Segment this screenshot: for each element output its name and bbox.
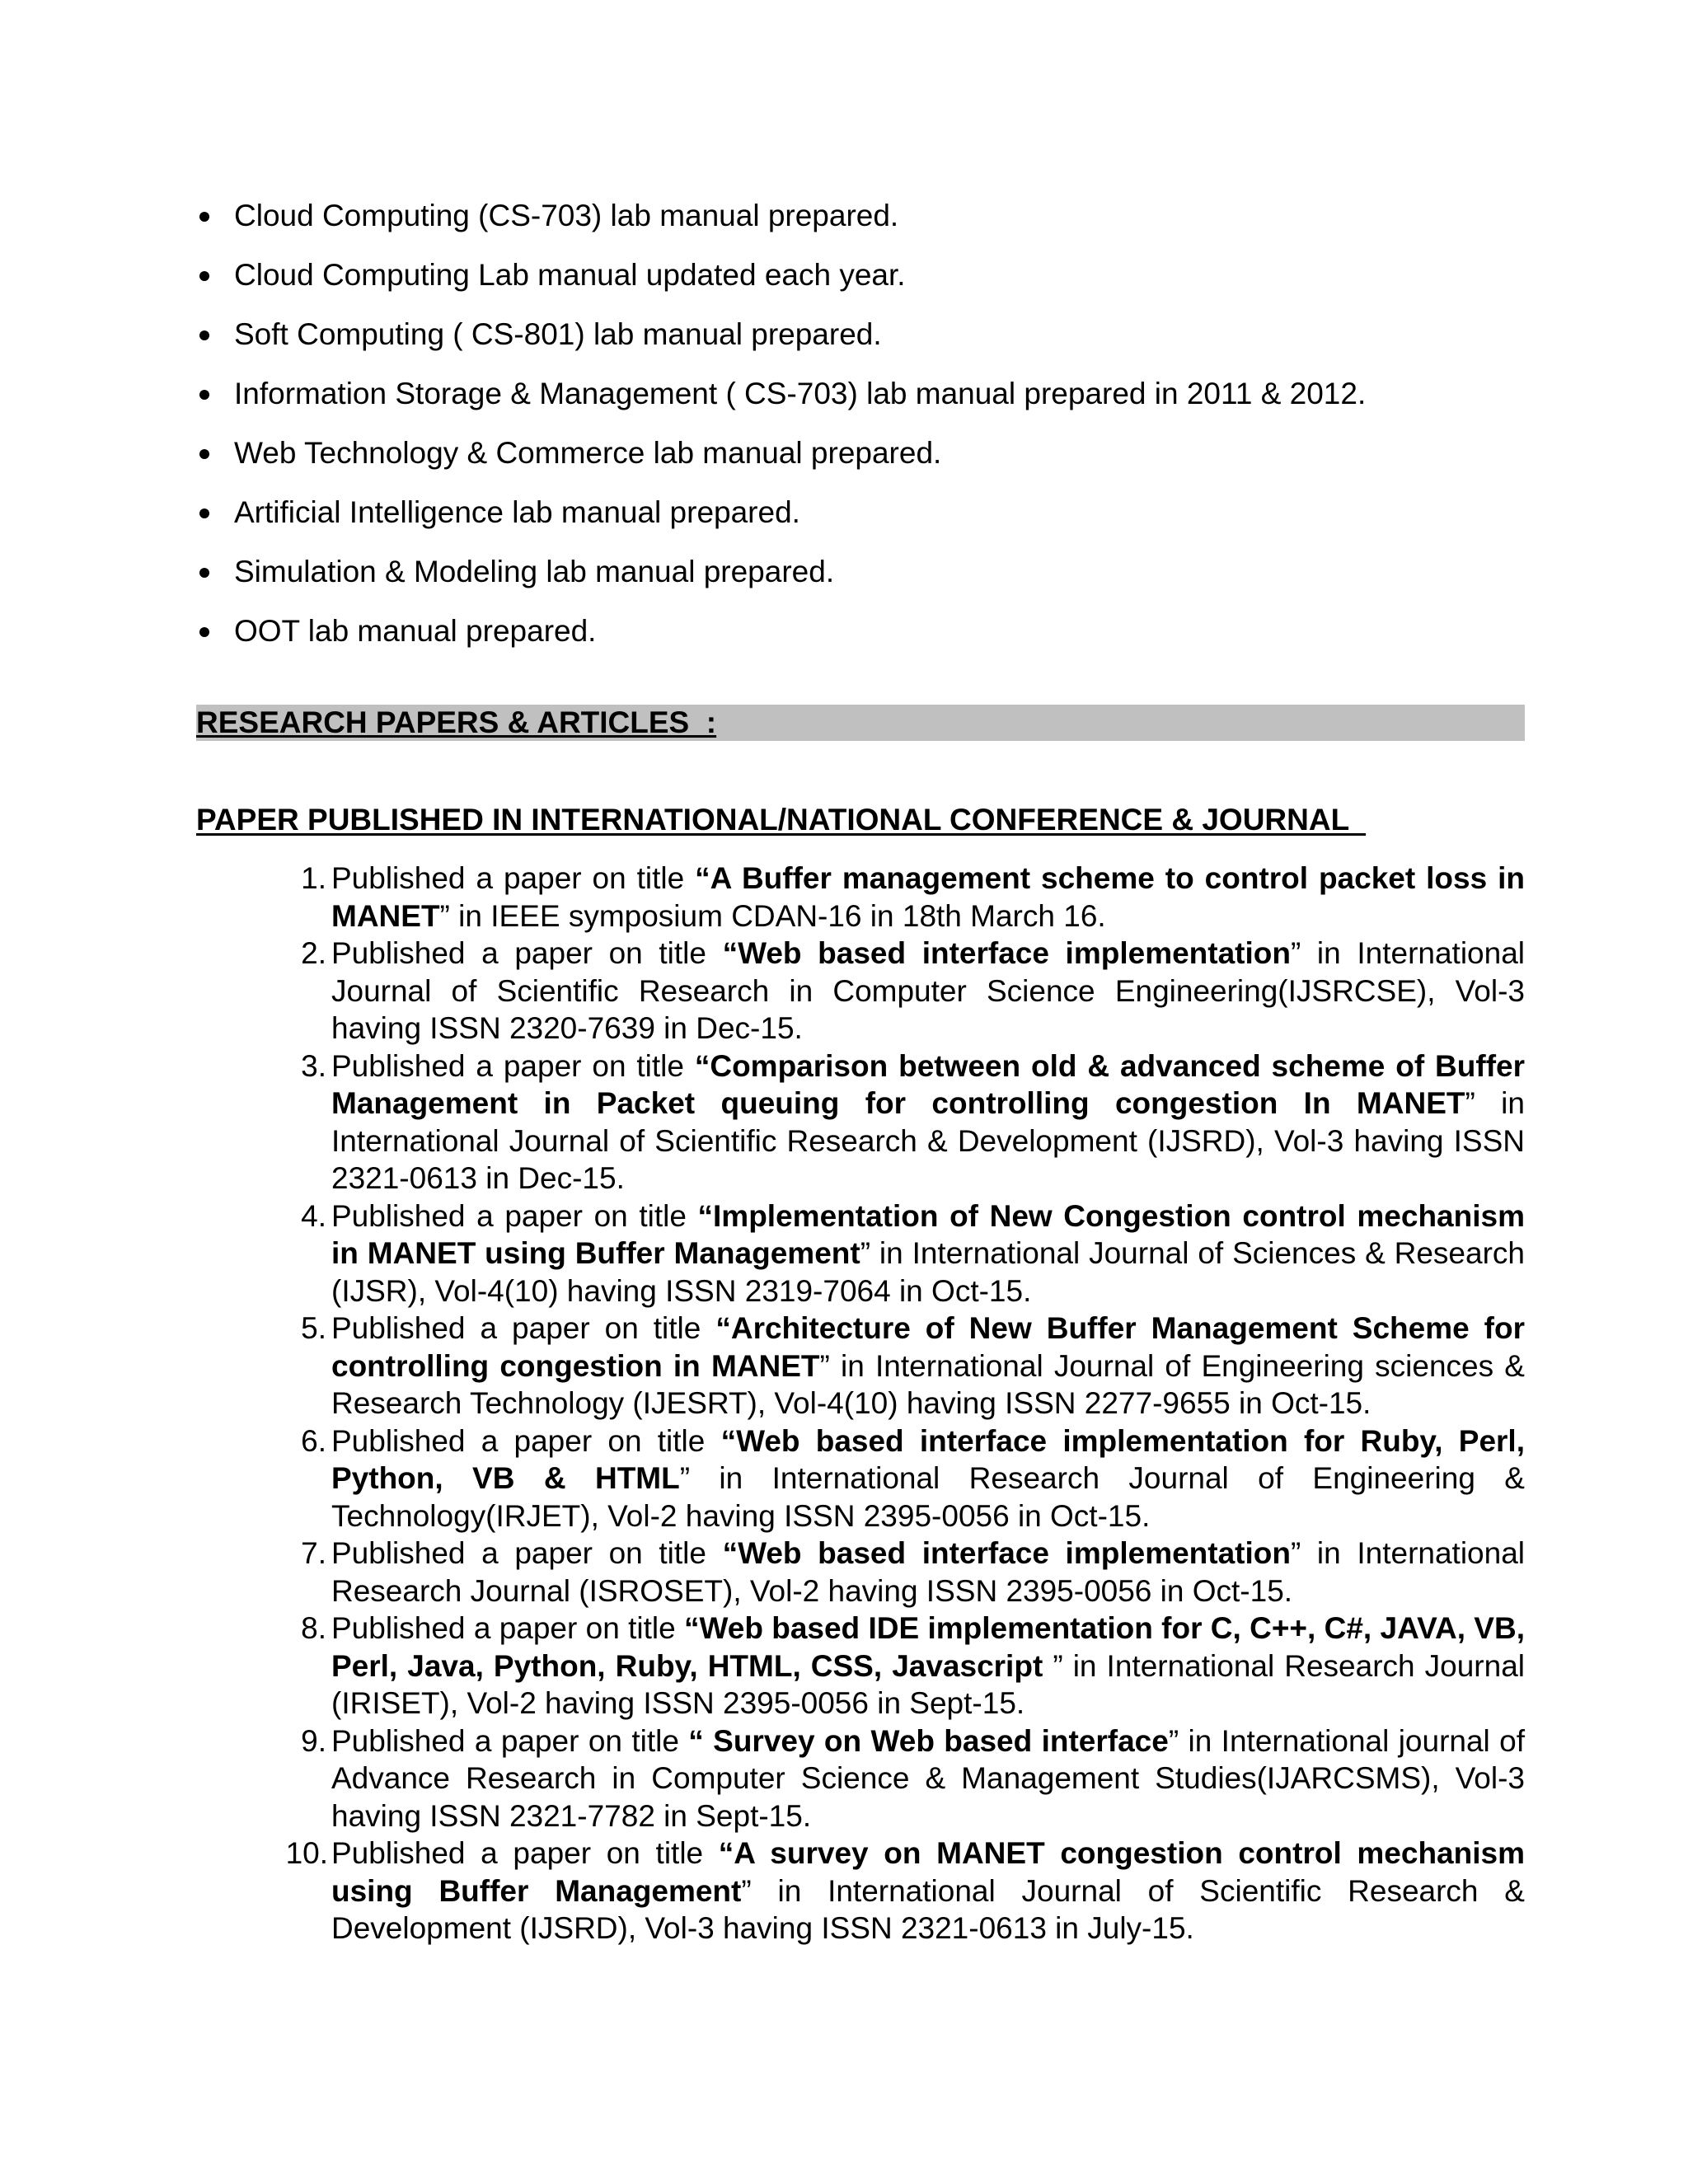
paper-prefix: Published a paper on title xyxy=(331,1423,721,1458)
list-item xyxy=(196,494,1531,554)
list-item xyxy=(196,554,1531,613)
paper-details: ” in IEEE symposium CDAN-16 in 18th March 16. xyxy=(439,898,1106,933)
list-item-text: Artificial Intelligence lab manual prepared. xyxy=(234,495,800,529)
list-item xyxy=(196,257,1531,316)
list-item xyxy=(196,613,1531,673)
paper-title: “Web based interface implementation xyxy=(722,1536,1291,1570)
bullet-icon xyxy=(199,271,209,281)
paper-item xyxy=(280,1047,1525,1197)
bullet-icon xyxy=(199,449,209,459)
paper-title: “Architecture of New Buffer Management Scheme for controlling congestion in MANET xyxy=(331,1311,1525,1383)
bullet-icon xyxy=(199,212,209,222)
paper-details: ” in International Journal of Scientific Research in Computer Science Engineering(IJSRCSE), Vol-3 having ISSN 2320-7639 in Dec-15. xyxy=(331,936,1525,1045)
paper-details: ” in International Research Journal (IRISET), Vol-2 having ISSN 2395-0056 in Sept-15. xyxy=(331,1648,1526,1720)
section-heading: RESEARCH PAPERS & ARTICLES : xyxy=(196,705,717,739)
bullet-icon xyxy=(199,568,209,578)
sub-heading: PAPER PUBLISHED IN INTERNATIONAL/NATIONAL CONFERENCE & JOURNAL xyxy=(196,803,1367,837)
paper-details: ” in International journal of Advance Research in Computer Science & Management Studies(IJARCSMS), Vol-3 having ISSN 2321-7782 in Sept-15. xyxy=(331,1723,1525,1833)
paper-list xyxy=(280,860,1525,1947)
paper-details: ” in International Research Journal of Engineering & Technology(IRJET), Vol-2 having ISSN 2395-0056 in Oct-15. xyxy=(331,1461,1525,1533)
list-item-text: Cloud Computing (CS-703) lab manual prepared. xyxy=(234,199,899,232)
paper-number: 1. xyxy=(301,861,326,895)
paper-number: 8. xyxy=(301,1611,326,1645)
paper-prefix: Published a paper on title xyxy=(331,1048,695,1083)
paper-prefix: Published a paper on title xyxy=(331,1198,698,1233)
paper-title: “A Buffer management scheme to control packet loss in MANET xyxy=(331,861,1525,933)
paper-details: ” in International Research Journal (ISROSET), Vol-2 having ISSN 2395-0056 in Oct-15. xyxy=(331,1536,1525,1608)
paper-title: “Implementation of New Congestion control mechanism in MANET using Buffer Management xyxy=(331,1198,1525,1270)
paper-number: 6. xyxy=(301,1423,326,1458)
paper-prefix: Published a paper on title xyxy=(331,1611,684,1645)
paper-title: “Web based interface implementation for Ruby, Perl, Python, VB & HTML xyxy=(331,1423,1525,1495)
paper-title: “ Survey on Web based interface xyxy=(688,1723,1169,1758)
list-item-text: Cloud Computing Lab manual updated each year. xyxy=(234,258,906,292)
paper-number: 3. xyxy=(301,1048,326,1083)
paper-details: ” in International Journal of Scientific Research & Development (IJSRD), Vol-3 having ISSN 2321-0613 in Dec-15. xyxy=(331,1086,1525,1195)
paper-number: 4. xyxy=(301,1198,326,1233)
paper-title: “A survey on MANET congestion control mechanism using Buffer Management xyxy=(331,1836,1525,1908)
paper-number: 2. xyxy=(301,936,326,970)
paper-details: ” in International Journal of Engineering sciences & Research Technology (IJESRT), Vol-4(10) having ISSN 2277-9655 in Oct-15. xyxy=(331,1348,1525,1420)
list-item-text: Web Technology & Commerce lab manual prepared. xyxy=(234,436,942,470)
list-item xyxy=(196,435,1531,494)
list-item xyxy=(196,316,1531,376)
paper-item xyxy=(280,860,1525,935)
paper-item xyxy=(280,1835,1525,1947)
paper-details: ” in International Journal of Scientific Research & Development (IJSRD), Vol-3 having ISSN 2321-0613 in July-15. xyxy=(331,1873,1525,1945)
paper-item xyxy=(280,1610,1525,1722)
section-heading-bar xyxy=(196,705,1525,741)
paper-prefix: Published a paper on title xyxy=(331,1536,723,1570)
paper-item xyxy=(280,1722,1525,1835)
paper-details: ” in International Journal of Sciences & Research (IJSR), Vol-4(10) having ISSN 2319-7064 in Oct-15. xyxy=(331,1236,1525,1308)
list-item-text: Information Storage & Management ( CS-703) lab manual prepared in 2011 & 2012. xyxy=(234,377,1367,410)
bullet-icon xyxy=(199,390,209,400)
paper-item xyxy=(280,1535,1525,1610)
lab-manual-list xyxy=(196,198,1531,673)
paper-item xyxy=(280,1422,1525,1535)
bullet-icon xyxy=(199,330,209,340)
paper-prefix: Published a paper on title xyxy=(331,1723,689,1758)
paper-item xyxy=(280,1197,1525,1310)
paper-number: 5. xyxy=(301,1311,326,1345)
paper-title: “Web based interface implementation xyxy=(722,936,1291,970)
paper-number: 9. xyxy=(301,1723,326,1758)
paper-prefix: Published a paper on title xyxy=(331,1836,719,1870)
paper-title: “Web based IDE implementation for C, C++, C#, JAVA, VB, Perl, Java, Python, Ruby, HTML, CSS, Javascript xyxy=(331,1611,1525,1683)
paper-prefix: Published a paper on title xyxy=(331,861,696,895)
list-item-text: Simulation & Modeling lab manual prepared. xyxy=(234,555,835,588)
paper-item xyxy=(280,935,1525,1047)
paper-prefix: Published a paper on title xyxy=(331,936,723,970)
list-item xyxy=(196,376,1531,435)
paper-number: 10. xyxy=(285,1836,328,1870)
paper-prefix: Published a paper on title xyxy=(331,1311,716,1345)
list-item-text: Soft Computing ( CS-801) lab manual prepared. xyxy=(234,317,882,351)
paper-item xyxy=(280,1310,1525,1422)
list-item xyxy=(196,198,1531,257)
paper-number: 7. xyxy=(301,1536,326,1570)
list-item-text: OOT lab manual prepared. xyxy=(234,614,597,648)
bullet-icon xyxy=(199,627,209,637)
bullet-icon xyxy=(199,509,209,518)
paper-title: “Comparison between old & advanced scheme of Buffer Management in Packet queuing for controlling congestion In MANET xyxy=(331,1048,1525,1120)
